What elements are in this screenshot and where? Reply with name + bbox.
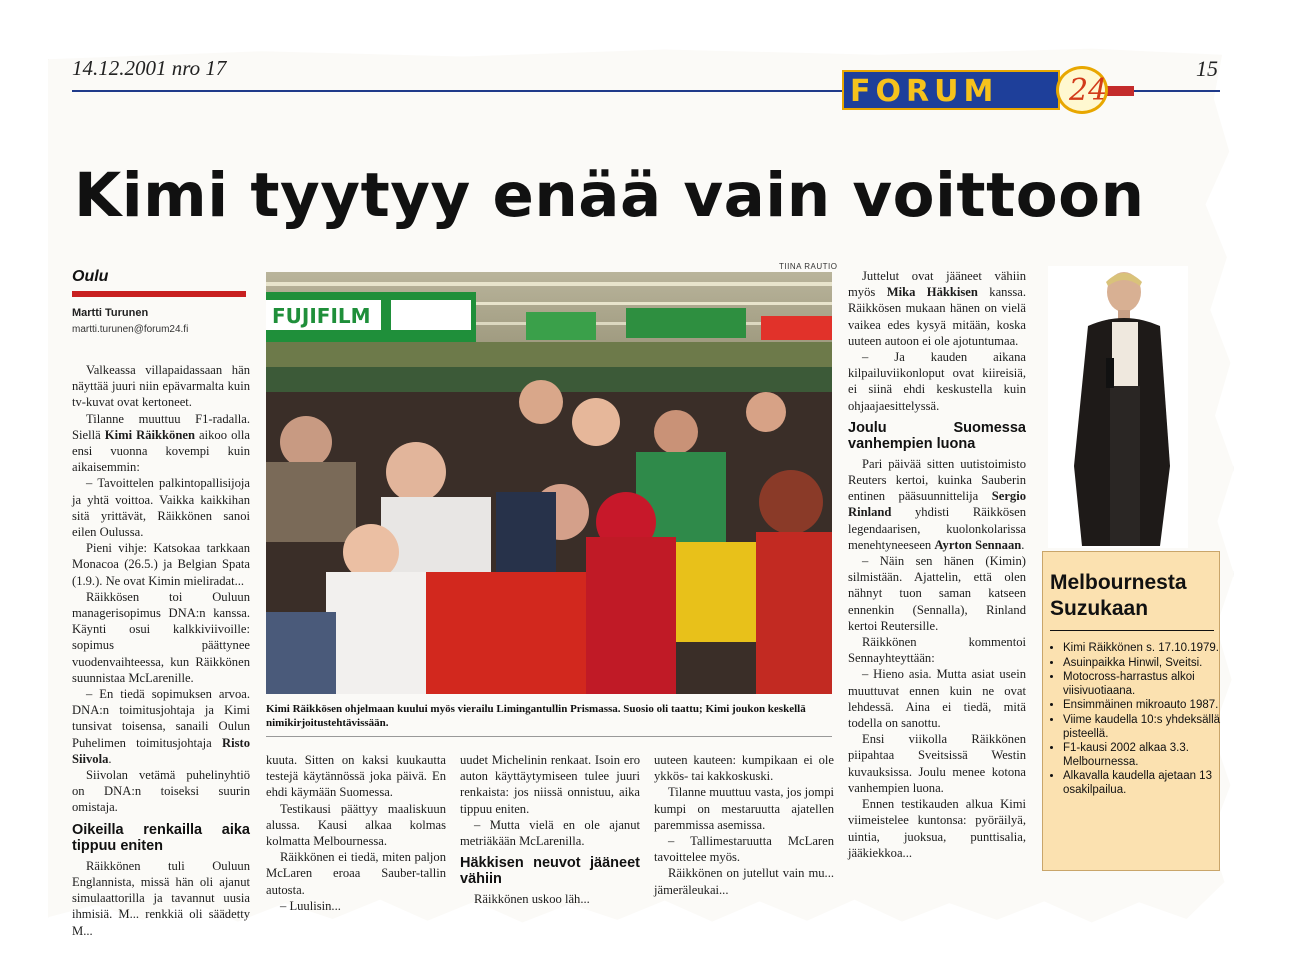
photo-caption: Kimi Räikkösen ohjelmaan kuului myös vierailu Limingantullin Prismassa. Suosio oli taattu; Kimi joukon keskellä nimikirjoitustehtävissään. bbox=[266, 703, 806, 729]
paragraph: – Tavoittelen palkintopallisijoja ja yhtä voittoa. Vaikka kaikkihan sitä yrittävät, Räikkönen sanoi eilen Oulussa. bbox=[72, 476, 250, 540]
crowd-photo bbox=[266, 272, 832, 694]
author-name: Martti Turunen bbox=[72, 307, 149, 319]
paragraph: kuuta. Sitten on kaksi kuukautta testejä käytännössä joka päivä. En ehdi käymään Suomessa. bbox=[266, 753, 446, 800]
subheading: Häkkisen neuvot jääneet vähiin bbox=[460, 855, 640, 888]
logo-circle bbox=[1056, 66, 1108, 114]
forum24-logo bbox=[842, 66, 1134, 116]
paragraph: Ensi viikolla Räikkönen piipahtaa Sveitsissä Westin kuvauksissa. Joulu menee kotona vanhempien luona. bbox=[848, 732, 1026, 795]
paragraph: Ennen testikauden alkua Kimi viimeistelee kuntonsa: pyöräilyä, uintia, juoksua, punttisalia, jääkiekkoa... bbox=[848, 797, 1026, 860]
paragraph: Pieni vihje: Katsokaa tarkkaan Monacoa (26.5.) ja Belgian Spata (1.9.). Ne ovat Kimin mieliradat... bbox=[72, 541, 250, 588]
subheading: Joulu Suomessa vanhempien luona bbox=[848, 419, 1026, 452]
paragraph: – Tallimestaruutta McLaren tavoittelee myös. bbox=[654, 834, 834, 865]
article-column-3 bbox=[460, 752, 640, 912]
portrait-photo bbox=[1048, 266, 1188, 548]
paragraph: Juttelut ovat jääneet vähiin myös Mika Häkkisen kanssa. Räikkösen mukaan hänen on vielä vaikea edes kysyä mitään, koska uuteen autoon ei ole ajotuntumaa. bbox=[848, 269, 1026, 348]
dateline-bar bbox=[72, 291, 246, 297]
list-item: • Ensimmäinen mikroauto 1987. bbox=[1063, 699, 1231, 713]
paragraph: Testikausi päättyy maaliskuun alussa. Kausi alkaa kolmas kolmatta Melbournessa. bbox=[266, 801, 446, 849]
paragraph: – Näin sen hänen (Kimin) silmistään. Ajattelin, että olen nähnyt tuon saman katseen ennenkin (Sennalla), Rinland kertoi Reutersille. bbox=[848, 554, 1026, 633]
list-item: • Asuinpaikka Hinwil, Sveitsi. bbox=[1063, 657, 1231, 671]
paragraph: Räikkönen tuli Ouluun Englannista, missä hän oli ajanut simulaattorilla ja tavannut uusia ihmisiä. M... renkkiä oli säädetty M... bbox=[72, 858, 250, 938]
article-column-4 bbox=[654, 752, 834, 912]
paragraph: uuteen kauteen: kumpikaan ei ole ykkös- tai kakkoskuski. bbox=[654, 753, 834, 784]
list-item: • Motocross-harrastus alkoi viisivuotiaana. bbox=[1063, 671, 1231, 698]
list-item: • Alkavalla kaudella ajetaan 13 osakilpailua. bbox=[1063, 770, 1231, 797]
paragraph: uudet Michelinin renkaat. Isoin ero auton käyttäytymiseen tulee juuri renkaista: jos niissä onnistuu, aika tippuu eniten. bbox=[460, 753, 640, 816]
paragraph: Räikkösen toi Ouluun managerisopimus DNA:n kanssa. Käynti osui kalkkiviivoille: sopimus päättynee vuodenvaihteessa, kun Räikkönen suunnistaa McLarenille. bbox=[72, 589, 250, 685]
paragraph: Räikkönen uskoo läh... bbox=[474, 892, 590, 907]
list-item: • F1-kausi 2002 alkaa 3.3. Melbournessa. bbox=[1063, 742, 1231, 769]
crowd-photo-image bbox=[266, 272, 832, 694]
list-item: • Viime kaudella 10:s yhdeksällä pisteellä. bbox=[1063, 714, 1231, 741]
logo-box bbox=[842, 70, 1060, 110]
paragraph: Valkeassa villapaidassaan hän näyttää juuri niin epävarmalta kuin tv-kuvat ovat kertoneet. bbox=[72, 363, 250, 410]
issue-date: 14.12.2001 nro 17 bbox=[72, 56, 227, 80]
factbox-rule bbox=[1050, 630, 1214, 631]
article-column-2 bbox=[266, 752, 446, 912]
logo-tail bbox=[1104, 86, 1134, 96]
list-item: • Kimi Räikkönen s. 17.10.1979. bbox=[1063, 642, 1231, 656]
kimi-portrait-image bbox=[1048, 266, 1188, 548]
store-sign-text: FUJIFILM bbox=[272, 304, 371, 328]
logo-number: 24 bbox=[1069, 73, 1108, 108]
author-email: martti.turunen@forum24.fi bbox=[72, 324, 189, 335]
paragraph: Tilanne muuttuu vasta, jos jompi kumpi on mestaruutta ajatellen paremmissa asemissa. bbox=[654, 785, 834, 832]
paragraph: Tilanne muuttuu F1-radalla. Siellä Kimi Räikkönen aikoo olla ensi vuonna kovempi kuin aikaisemmin: bbox=[72, 411, 250, 475]
logo-text: FORUM bbox=[850, 74, 999, 109]
page-number: 15 bbox=[1196, 56, 1218, 81]
headline: Kimi tyytyy enää vain voittoon bbox=[74, 160, 1145, 231]
paragraph: Pari päivää sitten uutistoimisto Reuters kertoi, kuinka Sauberin entinen pääsuunnittelija Sergio Rinland yhdisti Räikkösen legendaarisen, kuolonkolarissa menehtyneeseen Ayrton Sennaan. bbox=[848, 456, 1026, 552]
caption-rule bbox=[266, 736, 832, 737]
photo-credit: TIINA RAUTIO bbox=[779, 262, 838, 271]
paragraph: Räikkönen on jutellut vain mu... jämeräleukai... bbox=[654, 866, 834, 897]
paragraph: Räikkönen ei tiedä, miten paljon McLaren eroaa Sauber-tallin autosta. bbox=[266, 850, 446, 897]
paragraph: – Luulisin... bbox=[280, 898, 341, 913]
paragraph: Räikkönen kommentoi Sennayhteyttään: bbox=[848, 635, 1026, 666]
paragraph: – Hieno asia. Mutta asiat usein muuttuvat ennen kuin ne ovat lehdessä. Aina ei tiedä, mitä todella on sanottu. bbox=[848, 667, 1026, 731]
article-column-1 bbox=[72, 362, 250, 938]
subheading: Oikeilla renkailla aika tippuu eniten bbox=[72, 821, 250, 854]
paragraph: – Ja kauden aikana kilpailuviikonloput ovat kiireisiä, ei siinä ehdi keskustella kuin ohjaajaesittelyssä. bbox=[848, 350, 1026, 413]
factbox bbox=[1042, 551, 1220, 871]
dateline-place: Oulu bbox=[72, 268, 109, 285]
paragraph: Siivolan vetämä puhelinyhtiö on DNA:n toiseksi suurin omistaja. bbox=[72, 768, 250, 815]
paragraph: – En tiedä sopimuksen arvoa. DNA:n toimitusjohtaja ja Kimi tunsivat toisensa, sanaili Oulun Puhelimen toimitusjohtaja Risto Siivola. bbox=[72, 687, 250, 766]
article-column-5 bbox=[848, 268, 1026, 880]
factbox-list bbox=[1049, 642, 1231, 799]
factbox-title: Melbournesta Suzukaan bbox=[1050, 571, 1187, 620]
paragraph: – Mutta vielä en ole ajanut metriäkään McLarenilla. bbox=[460, 817, 640, 849]
